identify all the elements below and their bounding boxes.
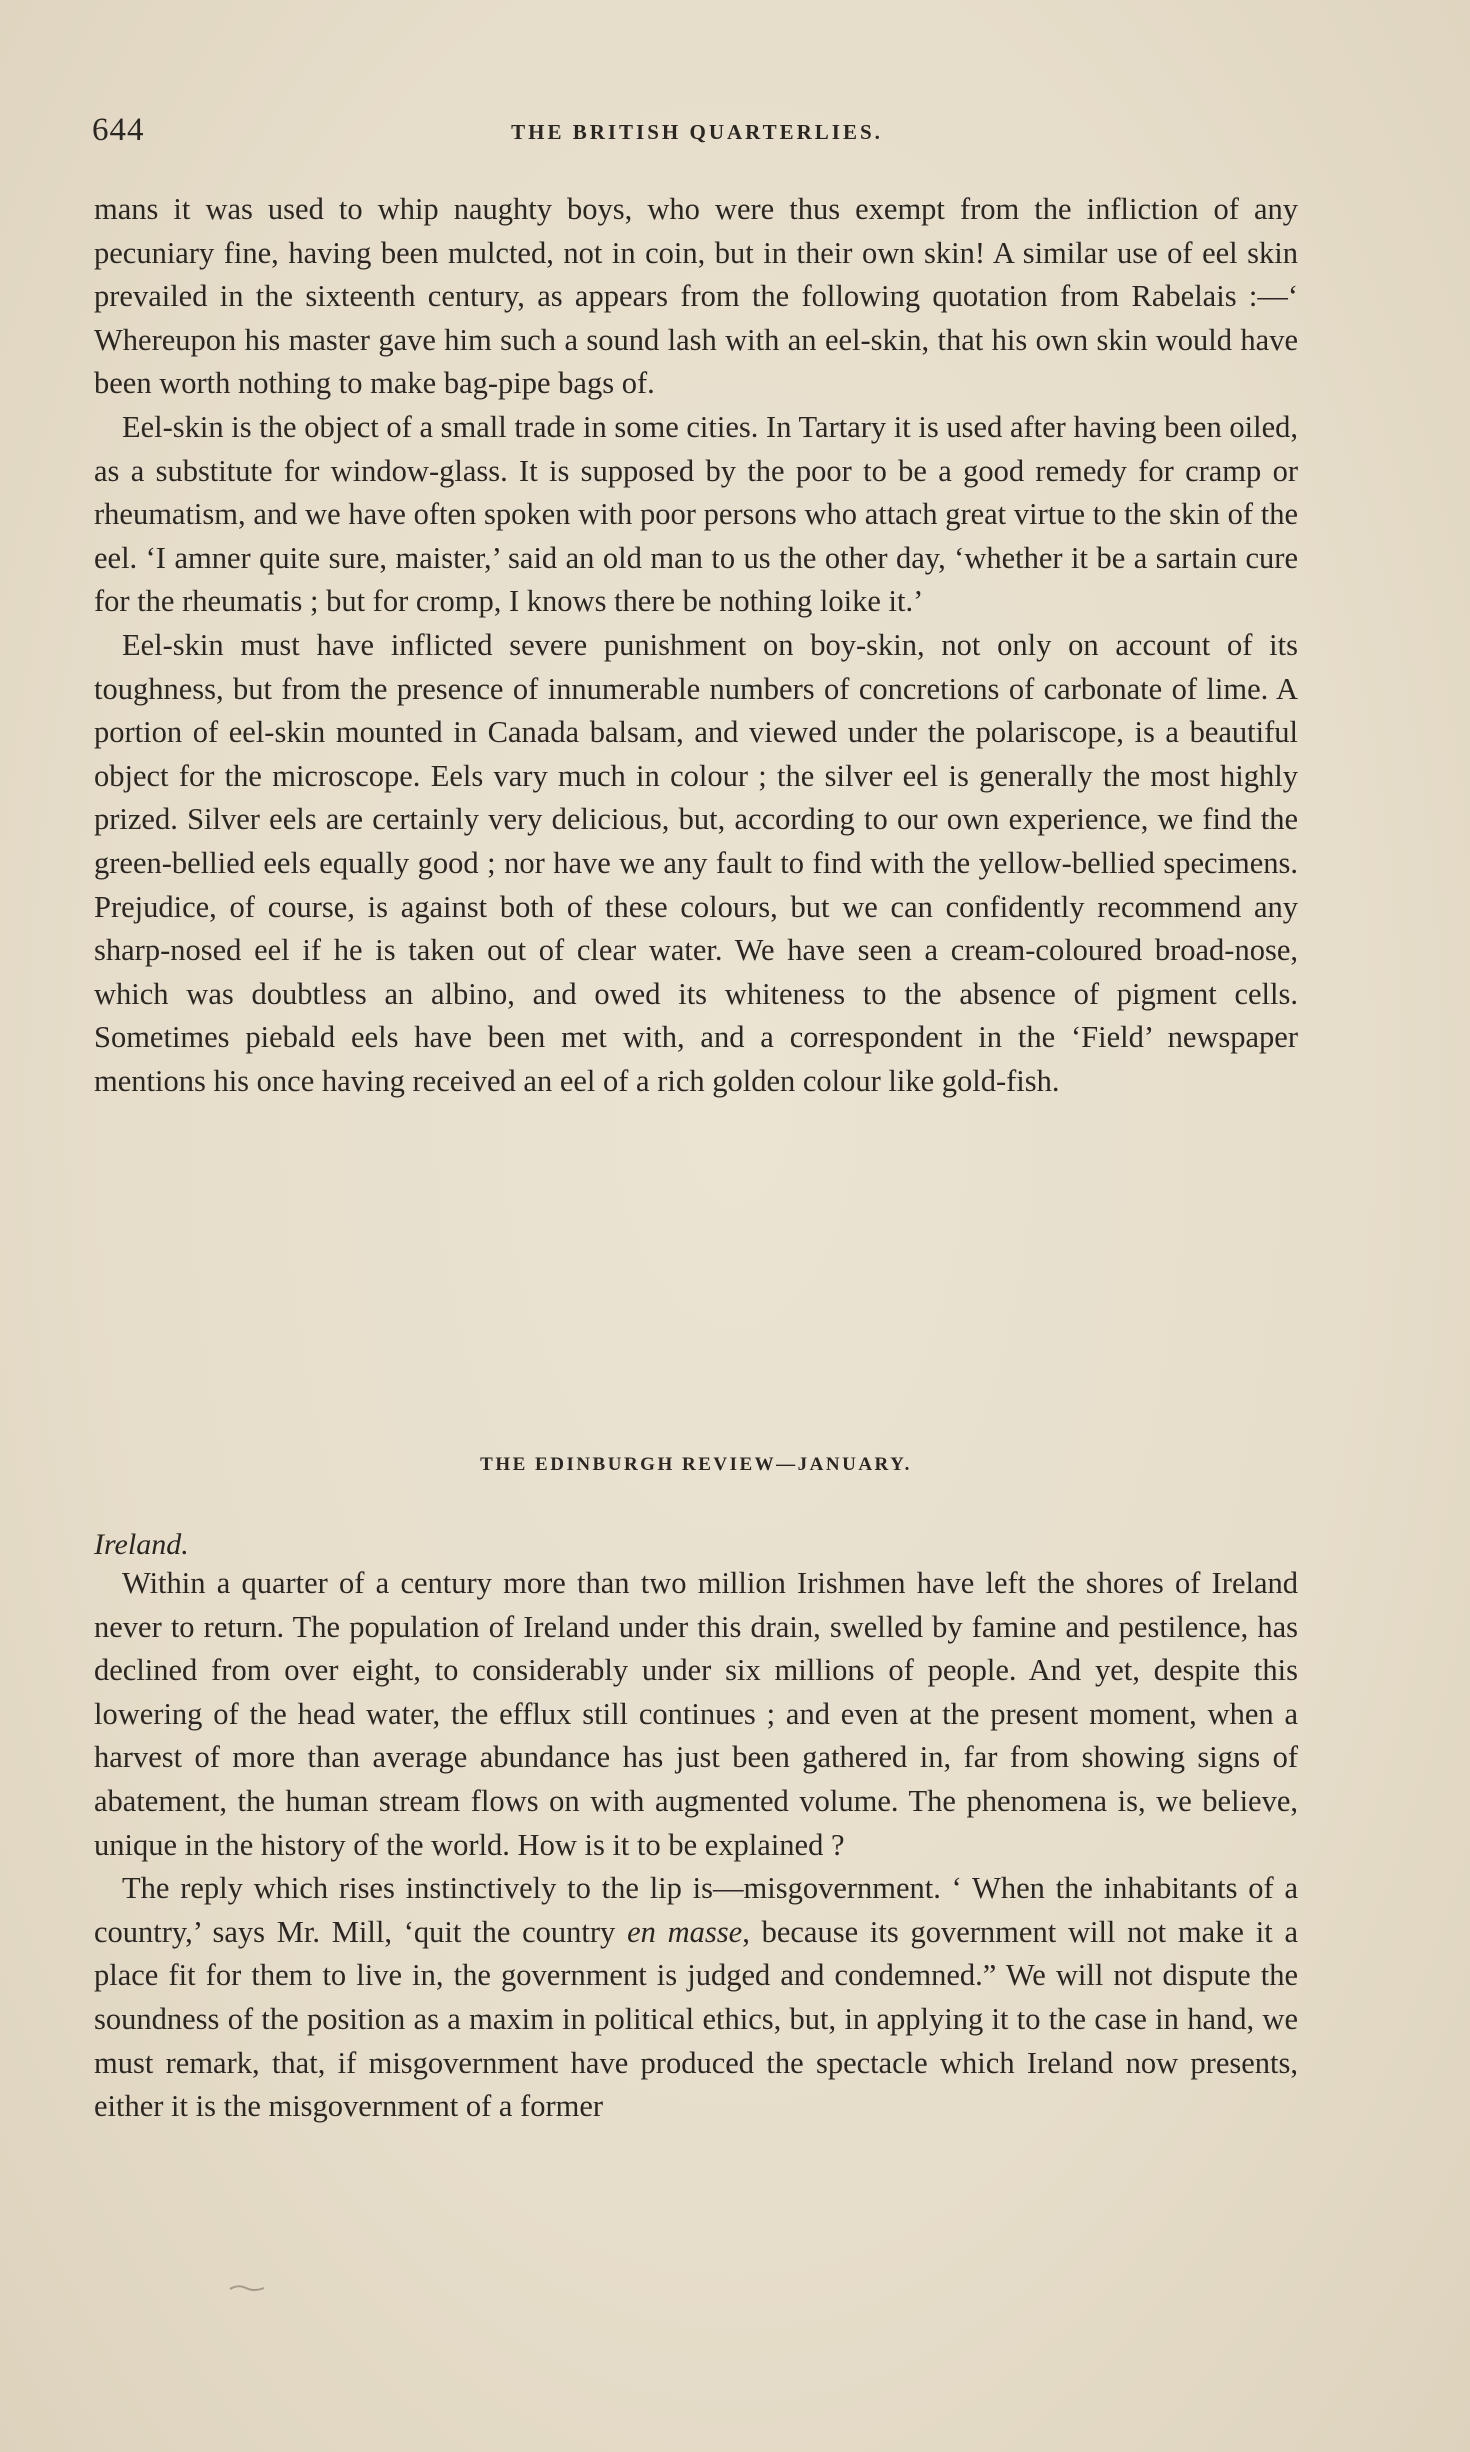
section-text [94, 1562, 1298, 2129]
paragraph: Eel-skin must have inflicted severe punishment on boy-skin, not only on account of its toughness, but from the presence of innumerable numbers of concretions of carbonate of lime. A portion of eel-skin mounted in Canada balsam, and viewed under the polariscope, is a beautiful object for the microscope. Eels vary much in colour ; the silver eel is generally the most highly prized. Silver eels are certainly very delicious, but, according to our own experience, we find the green-bellied eels equally good ; nor have we any fault to find with the yellow-bellied specimens. Prejudice, of course, is against both of these colours, but we can confidently recommend any sharp-nosed eel if he is taken out of clear water. We have seen a cream-coloured broad-nose, which was doubtless an albino, and owed its whiteness to the absence of pigment cells. Sometimes piebald eels have been met with, and a correspondent in the ‘Field’ newspaper mentions his once having received an eel of a rich golden colour like gold-fish. [94, 627, 1298, 1098]
running-head [92, 112, 1302, 162]
ink-smudge [228, 2282, 268, 2294]
page-number: 644 [92, 112, 145, 148]
running-title: THE BRITISH QUARTERLIES. [511, 120, 883, 144]
paragraph-text: , because its government will not make it a place fit for them to live in, the government is judged and condemned.” We will not dispute the soundness of the position as a maxim in political ethics, but, in applying it to the case in hand, we must remark, that, if misgovernment have produced the spectacle which Ireland now presents, either it is the misgovernment of a former [94, 1914, 1298, 2124]
paragraph-text: The reply which rises instinctively to the lip is—misgovernment. ‘ When the inhabitants of a country,’ says Mr. Mill, ‘quit the country [94, 1871, 1298, 1949]
continued-article-text [94, 188, 1298, 1103]
paragraph: Within a quarter of a century more than two million Irishmen have left the shores of Ireland never to return. The population of Ireland under this drain, swelled by famine and pestilence, has declined from over eight, to considerably under six millions of people. And yet, despite this lowering of the head water, the efflux still continues ; and even at the present moment, when a harvest of more than average abundance has just been gathered in, far from showing signs of abatement, the human stream flows on with augmented volume. The phenomena is, we believe, unique in the history of the world. How is it to be explained ? [94, 1566, 1298, 1862]
section-heading: THE EDINBURGH REVIEW—JANUARY. [480, 1454, 912, 1475]
italic-phrase: en masse [627, 1914, 743, 1949]
subheading: Ireland. [94, 1528, 189, 1561]
paragraph: Eel-skin is the object of a small trade in some cities. In Tartary it is used after having been oiled, as a substitute for window-glass. It is supposed by the poor to be a good remedy for cramp or rheumatism, and we have often spoken with poor persons who attach great virtue to the skin of the eel. ‘I amner quite sure, maister,’ said an old man to us the other day, ‘whether it be a sartain cure for the rheumatis ; but for cromp, I knows there be nothing loike it.’ [94, 409, 1298, 619]
paragraph: mans it was used to whip naughty boys, who were thus exempt from the infliction of any pecuniary fine, having been mulcted, not in coin, but in their own skin! A similar use of eel skin prevailed in the sixteenth century, as appears from the following quotation from Rabelais :—‘ Whereupon his master gave him such a sound lash with an eel-skin, that his own skin would have been worth nothing to make bag-pipe bags of. [94, 192, 1298, 401]
paragraph [94, 1867, 1298, 2129]
